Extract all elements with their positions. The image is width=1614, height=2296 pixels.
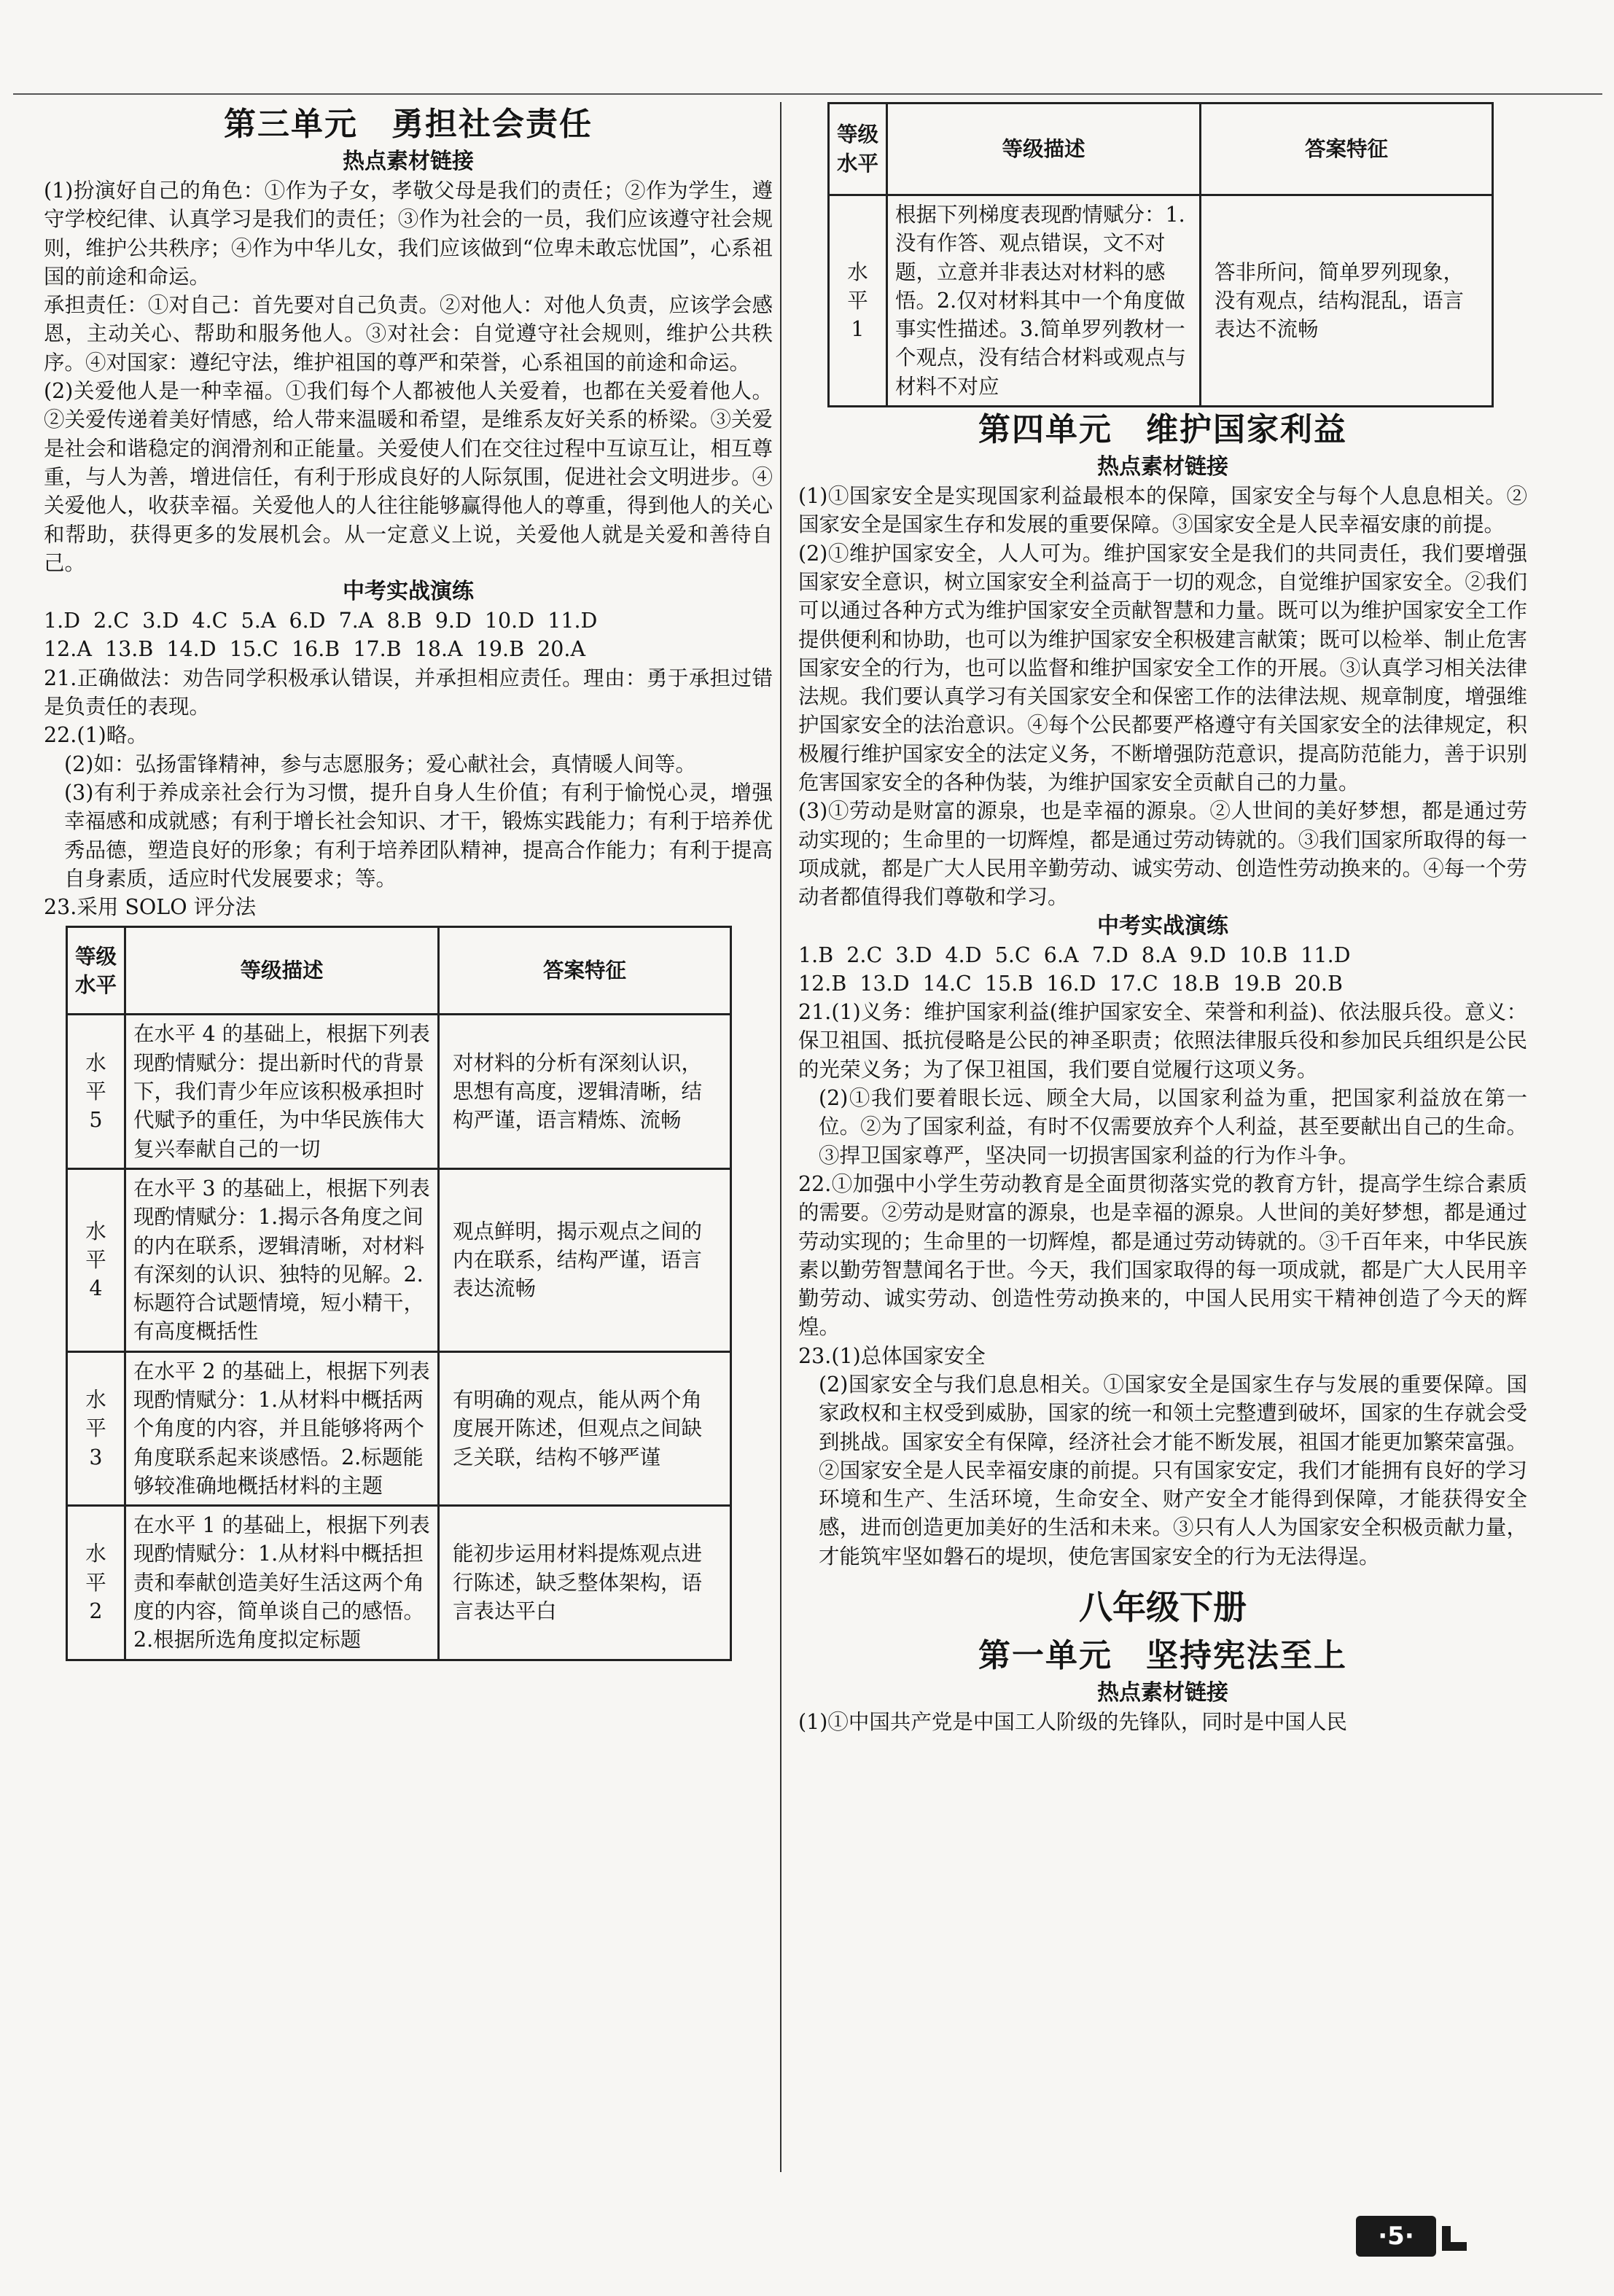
unit3-paragraph: 承担责任：①对自己：首先要对自己负责。②对他人：对他人负责，应该学会感恩，主动关心、帮助和服务他人。③对社会：自觉遵守社会规则，维护公共秩序。④对国家：遵纪守法，维护祖国的尊严和荣誉，心系祖国的前途和命运。: [44, 293, 773, 375]
unit3-title-name: 勇担社会责任: [391, 106, 593, 143]
unit4-q23-2: (2)国家安全与我们息息相关。①国家安全是国家生存与发展的重要保障。国家政权和主权受到威胁，国家的统一和领土完整遭到破坏，国家的生存就会受到挑战。国家安全有保障，经济社会才能不断发展，祖国才能更加繁荣富强。②国家安全是人民幸福安康的前提。只有国家安定，我们才能拥有良好的学习环境和生产、生活环境，生命安全、财产安全才能得到保障，才能获得安全感，进而创造更加美好的生活和未来。③只有人人为国家安全积极贡献力量，才能筑牢坚如磐石的堤坝，使危害国家安全的行为无法得逞。: [819, 1372, 1527, 1569]
rubric-level: 水平1: [829, 195, 887, 407]
unit4-q21-2: (2)①我们要着眼长远、顾全大局，以国家利益为重，把国家利益放在第一位。②为了国家利益，有时不仅需要放弃个人利益，甚至要献出自己的生命。③捍卫国家尊严，坚决同一切损害国家利益的行为作斗争。: [819, 1086, 1527, 1168]
rubric-header-row: [829, 104, 1493, 195]
rubric-header-desc: 等级描述: [125, 927, 439, 1015]
rubric-row: [67, 1168, 731, 1351]
rubric-header-level: 等级水平: [829, 104, 887, 195]
unit1-title-number: 第一单元: [978, 1637, 1112, 1675]
rubric-header-row: [67, 927, 731, 1015]
rubric-header-desc: 等级描述: [887, 104, 1201, 195]
unit4-paragraph: (1)①国家安全是实现国家利益最根本的保障，国家安全与每个人息息相关。②国家安全是国家生存和发展的重要保障。③国家安全是人民幸福安康的前提。: [798, 484, 1527, 537]
rubric-header-feature: 答案特征: [1201, 104, 1493, 195]
unit3-q22-1: 22.(1)略。: [44, 723, 148, 748]
unit1-title-name: 坚持宪法至上: [1146, 1637, 1347, 1675]
rubric-row: [67, 1015, 731, 1168]
solo-rubric-table-continued: [827, 102, 1494, 407]
unit3-q22-2: (2)如：弘扬雷锋精神，参与志愿服务；爱心献社会，真情暖人间等。: [64, 751, 696, 776]
rubric-level: 水平5: [67, 1015, 125, 1168]
unit3-title-number: 第三单元: [224, 106, 358, 143]
rubric-feature: 观点鲜明，揭示观点之间的内在联系，结构严谨，语言表达流畅: [439, 1168, 731, 1351]
rubric-level: 水平3: [67, 1351, 125, 1505]
unit3-practice-title: 中考实战演练: [343, 579, 474, 605]
unit1-first-line: (1)①中国共产党是中国工人阶级的先锋队，同时是中国人民: [798, 1710, 1347, 1735]
unit3-q23: 23.采用 SOLO 评分法: [44, 895, 257, 920]
rubric-row: [67, 1351, 731, 1505]
unit1-title: [798, 1633, 1527, 1679]
unit3-paragraph: (2)关爱他人是一种幸福。①我们每个人都被他人关爱着，也都在关爱着他人。②关爱传递着美好情感，给人带来温暖和希望，是维系友好关系的桥梁。③关爱是社会和谐稳定的润滑剂和正能量。关爱使人们在交往过程中互谅互让，相互尊重，与人为善，增进信任，有利于形成良好的人际氛围，促进社会文明进步。④关爱他人，收获幸福。关爱他人的人往往能够赢得他人的尊重，得到他人的关心和帮助，获得更多的发展机会。从一定意义上说，关爱他人就是关爱和善待自己。: [44, 379, 773, 575]
rubric-level: 水平4: [67, 1168, 125, 1351]
grade-title: 八年级下册: [1079, 1588, 1247, 1628]
rubric-level: 水平2: [67, 1506, 125, 1660]
unit3-mc-answers: 12.A 13.B 14.D 15.C 16.B 17.B 18.A 19.B 20.A: [44, 637, 586, 662]
unit4-title: [798, 407, 1527, 453]
solo-rubric-table: [66, 926, 732, 1660]
page-number: ·5·: [1356, 2216, 1436, 2257]
unit3-q21: 21.正确做法：劝告同学积极承认错误，并承担相应责任。理由：勇于承担过错是负责任的表现。: [44, 665, 773, 719]
rubric-desc: 在水平 1 的基础上，根据下列表现酌情赋分：1.从材料中概括担责和奉献创造美好生活这两个角度的内容，简单谈自己的感悟。2.根据所选角度拟定标题: [125, 1506, 439, 1660]
unit4-q23-1: 23.(1)总体国家安全: [798, 1343, 986, 1368]
unit3-paragraph: (1)扮演好自己的角色：①作为子女，孝敬父母是我们的责任；②作为学生，遵守学校纪律、认真学习是我们的责任；③作为社会的一员，我们应该遵守社会规则，维护公共秩序；④作为中华儿女，我们应该做到“位卑未敢忘忧国”，心系祖国的前途和命运。: [44, 179, 773, 289]
unit1-hot-title: 热点素材链接: [1097, 1680, 1228, 1706]
right-column: [798, 102, 1527, 2274]
rubric-desc: 在水平 3 的基础上，根据下列表现酌情赋分：1.揭示各角度之间的内在联系，逻辑清晰，对材料有深刻的认识、独特的见解。2.标题符合试题情境，短小精干，有高度概括性: [125, 1168, 439, 1351]
unit4-title-number: 第四单元: [978, 411, 1112, 449]
unit4-paragraph: (2)①维护国家安全，人人可为。维护国家安全是我们的共同责任，我们要增强国家安全意识，树立国家安全利益高于一切的观念，自觉维护国家安全。②我们可以通过各种方式为维护国家安全贡献智慧和力量。既可以为维护国家安全工作提供便利和协助，也可以为维护国家安全积极建言献策；既可以检举、制止危害国家安全的行为，也可以监督和维护国家安全工作的开展。③认真学习相关法律法规。我们要认真学习有关国家安全和保密工作的法律法规、规章制度，增强维护国家安全的法治意识。④每个公民都要严格遵守有关国家安全的法律规定，积极履行维护国家安全的法定义务，不断增强防范意识，提高防范能力，善于识别危害国家安全的各种伪装，为维护国家安全贡献自己的力量。: [798, 541, 1527, 795]
rubric-feature: 对材料的分析有深刻认识，思想有高度，逻辑清晰，结构严谨，语言精炼、流畅: [439, 1015, 731, 1168]
rubric-feature: 有明确的观点，能从两个角度展开陈述，但观点之间缺乏关联，结构不够严谨: [439, 1351, 731, 1505]
unit4-q21-1: 21.(1)义务：维护国家利益(维护国家安全、荣誉和利益)、依法服兵役。意义：保卫祖国、抵抗侵略是公民的神圣职责；依照法律服兵役和参加民兵组织是公民的光荣义务；为了保卫祖国，我们要自觉履行这项义务。: [798, 1000, 1527, 1082]
unit4-q22: 22.①加强中小学生劳动教育是全面贯彻落实党的教育方针，提高学生综合素质的需要。②劳动是财富的源泉，也是幸福的源泉。人世间的美好梦想，都是通过劳动实现的；生命里的一切辉煌，都是通过劳动铸就的。③千百年来，中华民族素以勤劳智慧闻名于世。今天，我们国家取得的每一项成就，都是广大人民用辛勤劳动、诚实劳动、创造性劳动换来的，中国人民用实干精神创造了今天的辉煌。: [798, 1171, 1527, 1340]
unit3-mc-answers: 1.D 2.C 3.D 4.C 5.A 6.D 7.A 8.B 9.D 10.D 11.D: [44, 609, 598, 633]
rubric-desc: 在水平 4 的基础上，根据下列表现酌情赋分：提出新时代的背景下，我们青少年应该积极承担时代赋予的重任，为中华民族伟大复兴奉献自己的一切: [125, 1015, 439, 1168]
rubric-row: [67, 1506, 731, 1660]
rubric-feature: 答非所问，简单罗列现象，没有观点，结构混乱，语言表达不流畅: [1201, 195, 1493, 407]
rubric-header-level: 等级水平: [67, 927, 125, 1015]
unit3-q22-3: (3)有利于养成亲社会行为习惯，提升自身人生价值；有利于愉悦心灵，增强幸福感和成就感；有利于增长社会知识、才干，锻炼实践能力；有利于培养优秀品德，塑造良好的形象；有利于培养团队精神，提高合作能力；有利于提高自身素质，适应时代发展要求；等。: [64, 780, 773, 891]
column-divider: [780, 102, 781, 2172]
rubric-desc: 根据下列梯度表现酌情赋分：1.没有作答、观点错误，文不对题，立意并非表达对材料的感悟。2.仅对材料其中一个角度做事实性描述。3.简单罗列教材一个观点，没有结合材料或观点与材料不对应: [887, 195, 1201, 407]
unit4-mc-answers: 12.B 13.D 14.C 15.B 16.D 17.C 18.B 19.B 20.B: [798, 971, 1343, 996]
unit4-paragraph: (3)①劳动是财富的源泉，也是幸福的源泉。②人世间的美好梦想，都是通过劳动实现的；生命里的一切辉煌，都是通过劳动铸就的。③我们国家所取得的每一项成就，都是广大人民用辛勤劳动、诚实劳动、创造性劳动换来的。④每一个劳动者都值得我们尊敬和学习。: [798, 799, 1527, 910]
unit4-mc-answers: 1.B 2.C 3.D 4.D 5.C 6.A 7.D 8.A 9.D 10.B 11.D: [798, 942, 1351, 967]
top-rule: [13, 93, 1602, 95]
unit4-practice-title: 中考实战演练: [1097, 913, 1228, 939]
page-corner-icon: [1442, 2226, 1467, 2251]
unit4-hot-title: 热点素材链接: [1097, 454, 1228, 480]
rubric-desc: 在水平 2 的基础上，根据下列表现酌情赋分：1.从材料中概括两个角度的内容，并且能够将两个角度联系起来谈感悟。2.标题能够较准确地概括材料的主题: [125, 1351, 439, 1505]
rubric-header-feature: 答案特征: [439, 927, 731, 1015]
rubric-feature: 能初步运用材料提炼观点进行陈述，缺乏整体架构，语言表达平白: [439, 1506, 731, 1660]
unit3-title: [44, 102, 773, 147]
unit3-hot-title: 热点素材链接: [343, 149, 474, 174]
rubric-row: [829, 195, 1493, 407]
unit4-title-name: 维护国家利益: [1146, 411, 1347, 449]
left-column: [44, 102, 773, 2274]
